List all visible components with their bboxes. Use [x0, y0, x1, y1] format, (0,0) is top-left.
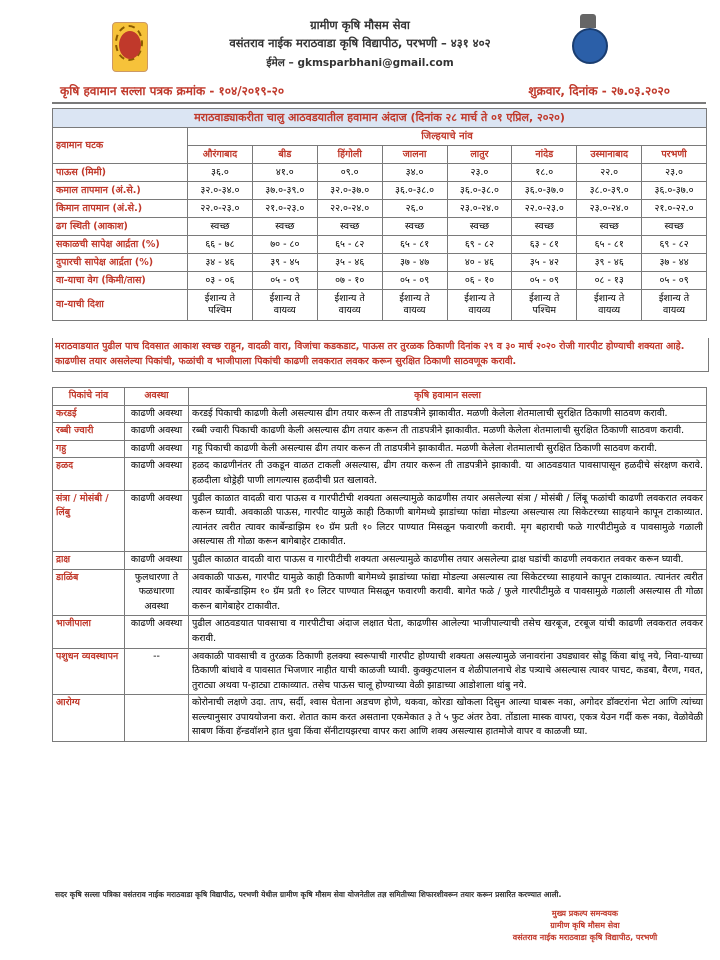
signature-line: वसंतराव नाईक मराठवाडा कृषि विद्यापीठ, परभणी: [512, 933, 658, 942]
district-name: औरंगाबाद: [188, 146, 253, 164]
crop-name: हळद: [53, 458, 125, 490]
forecast-value: २३.०-२४.०: [577, 200, 642, 218]
wind-direction-value: [447, 290, 512, 321]
forecast-summary: मराठवाडयात पुढील पाच दिवसात आकाश स्वच्छ राहून, वादळी वारा, विजांचा कडकडाट, पाऊस तर तुरळक ठिकाणी दिनांक २९ व ३० मार्च २०२० रोजी गारपीट होण्याची शक्यता आहे. काढणीस तयार असलेल्या पिकांची, फळांची व भाजीपाला पिकांची काढणी लवकरात लवकर करून सुरक्षित ठिकाणी साठवणूक करावी.: [52, 338, 709, 372]
wind-direction-line: ईशान्य ते: [204, 293, 236, 304]
forecast-row: [53, 164, 707, 182]
forecast-value: ३६.०-३७.०: [642, 182, 707, 200]
wind-direction-line: ईशान्य ते: [464, 293, 495, 304]
crop-name: डाळिंब: [53, 569, 125, 616]
weather-forecast-table: [52, 108, 707, 321]
forecast-param-label: वा-याचा वेग (किमी/तास): [53, 272, 188, 290]
district-header: जिल्हयाचे नांव: [188, 128, 707, 146]
forecast-value: २३.०-२४.०: [447, 200, 512, 218]
advisory-row: [53, 551, 707, 569]
crop-name: करडई: [53, 405, 125, 423]
forecast-value: स्वच्छ: [642, 218, 707, 236]
forecast-param-label: कमाल तापमान (अं.से.): [53, 182, 188, 200]
header-service-name: ग्रामीण कृषि मौसम सेवा: [310, 18, 410, 32]
forecast-row: [53, 200, 707, 218]
wind-direction-line: ईशान्य ते: [658, 293, 690, 304]
forecast-row: [53, 254, 707, 272]
forecast-value: २१.०-२२.०: [642, 200, 707, 218]
district-name: उस्मानाबाद: [577, 146, 642, 164]
district-name: परभणी: [642, 146, 707, 164]
wind-direction-line: वायव्य: [273, 305, 296, 316]
forecast-value: ३७ - ४७: [382, 254, 447, 272]
wind-direction-line: वायव्य: [403, 305, 426, 316]
forecast-value: ३६.०-३७.०: [512, 182, 577, 200]
forecast-value: ०८ - १३: [577, 272, 642, 290]
wind-direction-line: ईशान्य ते: [334, 293, 365, 304]
forecast-value: ३७.०-३९.०: [252, 182, 317, 200]
forecast-value: ३६.०: [188, 164, 253, 182]
forecast-value: २६.०: [382, 200, 447, 218]
crop-stage: फुलधारणा ते फळधारणा अवस्था: [125, 569, 189, 616]
crop-name: संत्रा / मोसंबी / लिंबु: [53, 490, 125, 551]
wind-direction-line: पश्चिम: [532, 305, 557, 316]
crop-column-header: पिकांचे नांव: [53, 388, 125, 406]
crop-stage: काढणी अवस्था: [125, 440, 189, 458]
crop-stage: काढणी अवस्था: [125, 551, 189, 569]
forecast-value: ०६ - १०: [447, 272, 512, 290]
forecast-value: ३४.०: [382, 164, 447, 182]
forecast-value: स्वच्छ: [188, 218, 253, 236]
forecast-value: ६९ - ८२: [642, 236, 707, 254]
header-email: ईमेल – gkmsparbhani@gmail.com: [266, 57, 454, 69]
advisory-row: [53, 458, 707, 490]
forecast-param-label: दुपारची सापेक्ष आर्द्रता (%): [53, 254, 188, 272]
advice-text: हळद काढणीनंतर ती उकडून वाळत टाकली असल्यास, ढीग तयार करून ती ताडपत्रीने झाकावी. या आठवडयात पावसापासून हळदीचे संरक्षण करावे. हळदीला थोड्रेही पाणी लागल्यास हळदीची प्रत खलावते.: [189, 458, 707, 490]
forecast-row: [53, 182, 707, 200]
district-name: हिंगोली: [317, 146, 382, 164]
forecast-value: २२.०: [577, 164, 642, 182]
stage-column-header: अवस्था: [125, 388, 189, 406]
district-name: लातुर: [447, 146, 512, 164]
crop-stage: काढणी अवस्था: [125, 616, 189, 648]
forecast-param-label: ढग स्थिती (आकाश): [53, 218, 188, 236]
wind-direction-line: वायव्य: [598, 305, 621, 316]
signature-block: [480, 908, 690, 944]
forecast-header-row: [53, 128, 707, 146]
forecast-value: ६९ - ८२: [447, 236, 512, 254]
forecast-value: स्वच्छ: [382, 218, 447, 236]
forecast-value: स्वच्छ: [317, 218, 382, 236]
forecast-value: स्वच्छ: [512, 218, 577, 236]
crop-stage: काढणी अवस्था: [125, 423, 189, 441]
forecast-param-label: सकाळची सापेक्ष आर्द्रता (%): [53, 236, 188, 254]
advice-text: गहू पिकाची काढणी केली असल्यास ढीग तयार करून ती ताडपत्रीने झाकावीत. मळणी केलेला शेतमालाची सुरक्षित ठिकाणी साठवण करावी.: [189, 440, 707, 458]
forecast-value: ०५ - ०९: [512, 272, 577, 290]
forecast-value: ०९.०: [317, 164, 382, 182]
crop-stage: काढणी अवस्था: [125, 490, 189, 551]
advisory-header-row: [53, 388, 707, 406]
district-name: बीड: [252, 146, 317, 164]
forecast-value: ६५ - ८१: [577, 236, 642, 254]
forecast-value: २२.०-२४.०: [317, 200, 382, 218]
crop-name: भाजीपाला: [53, 616, 125, 648]
advisory-row: [53, 440, 707, 458]
wind-direction-value: [317, 290, 382, 321]
advisory-row: [53, 648, 707, 695]
agro-advisory-table: [52, 387, 707, 742]
crop-name: रब्बी ज्वारी: [53, 423, 125, 441]
wind-direction-value: [252, 290, 317, 321]
advice-text: कोरोनाची लक्षणे उदा. ताप, सर्दी, श्वास घेताना अडचण होणे, थकवा, कोरडा खोकला दिसुन आल्या घाबरू नका, अगोदर डॉक्टरांना भेटा आणि त्यांच्या सल्ल्यानुसार उपाययोजना करा. शेतात काम करत असताना एकमेकात ३ ते ५ फुट अंतर ठेवा. तोंडाला मास्क वापरा, एकत्र येउन गर्दी करू नका, वेळोवेळी साबण किंवा हॅन्डवॉशने हात धुवा किंवा सॅनीटायझरचा वापर करा आणि शक्य असल्यास हातमोजे वापर व काळजी घ्या.: [189, 695, 707, 742]
wind-direction-line: ईशान्य ते: [594, 293, 625, 304]
forecast-value: ६३ - ८१: [512, 236, 577, 254]
forecast-row: [53, 218, 707, 236]
forecast-value: ६५ - ८१: [382, 236, 447, 254]
forecast-value: ३६.०-३८.०: [382, 182, 447, 200]
bulletin-line: [60, 82, 700, 100]
forecast-value: ६६ - ७८: [188, 236, 253, 254]
advice-text: अवकाळी पाऊस, गारपीट यामुळे काही ठिकाणी बागेमध्ये झाडांच्या फांद्या मोडल्या असल्यास त्या सिकेटरच्या साहयाने कापून टाकाव्यात. त्यानंतर त्वरीत त्यावर कार्बेन्डाझिम १० ग्रॅम प्रती १० लिटर पाण्यात मिसळून फवारणी करावी. बागेत फळे / फुले गारपीटीमुळे व पावसामुळे गळाली असल्यास ती गोळा करून बागेबाहेर टाकावीत.: [189, 569, 707, 616]
forecast-value: ३४ - ४६: [188, 254, 253, 272]
forecast-value: ३७ - ४४: [642, 254, 707, 272]
wind-direction-row: [53, 290, 707, 321]
crop-stage: [125, 695, 189, 742]
advice-column-header: कृषि हवामान सल्ला: [189, 388, 707, 406]
crop-name: पशुधन व्यवस्थापन: [53, 648, 125, 695]
wind-direction-line: वायव्य: [468, 305, 491, 316]
forecast-value: ३२.०-३४.०: [188, 182, 253, 200]
wind-direction-value: [188, 290, 253, 321]
advice-text: पुढील आठवडयात पावसाचा व गारपीटीचा अंदाज लक्षात घेता, काढणीस आलेल्या भाजीपाल्याची तसेच खरबूज, टरबूज यांची काढणी लवकरात लवकर करावी.: [189, 616, 707, 648]
forecast-value: ३२.०-३७.०: [317, 182, 382, 200]
param-header: हवामान घटक: [53, 128, 188, 164]
forecast-value: स्वच्छ: [577, 218, 642, 236]
district-name: नांदेड: [512, 146, 577, 164]
advice-text: पुढील काळात वादळी वारा पाऊस व गारपीटीची शक्यता असल्यामुळे काढणीस तयार असलेल्या संत्रा / मोसंबी / लिंबू फळांची काढणी लवकरात लवकर करून घ्यावी. अवकाळी पाऊस, गारपीट यामुळे काही ठिकाणी बागेमध्ये झाडांच्या फांद्या मोडल्या असल्यास त्या सिकेटरच्या साहयाने कापून टाकाव्यात. त्यानंतर त्वरीत त्यावर कार्बेन्डाझिम १० ग्रॅम प्रती १० लिटर पाण्यात मिसळून फवारणी करावी. मृग बहाराची फळे गारपीटीमुळे व पावसामुळे गळाली असल्यास ती गोळा करून बागेबाहेर टाकावीत.: [189, 490, 707, 551]
advisory-row: [53, 616, 707, 648]
forecast-value: ४१.०: [252, 164, 317, 182]
forecast-value: ७० - ८०: [252, 236, 317, 254]
forecast-row: [53, 272, 707, 290]
forecast-value: ३५ - ४६: [317, 254, 382, 272]
advisory-row: [53, 405, 707, 423]
wind-direction-line: ईशान्य ते: [529, 293, 560, 304]
forecast-value: १८.०: [512, 164, 577, 182]
forecast-value: ०३ - ०६: [188, 272, 253, 290]
advisory-row: [53, 695, 707, 742]
district-name: जालना: [382, 146, 447, 164]
forecast-value: ३५ - ४२: [512, 254, 577, 272]
crop-name: गहु: [53, 440, 125, 458]
forecast-value: ३९ - ४६: [577, 254, 642, 272]
forecast-value: ३९ - ४५: [252, 254, 317, 272]
page-header: [0, 8, 720, 76]
forecast-value: स्वच्छ: [252, 218, 317, 236]
forecast-value: २२.०-२३.०: [188, 200, 253, 218]
crop-stage: --: [125, 648, 189, 695]
bulletin-number: कृषि हवामान सल्ला पत्रक क्रमांक - १०४/२०१९-२०: [60, 84, 285, 98]
signature-line: ग्रामीण कृषि मौसम सेवा: [550, 921, 620, 930]
forecast-value: ०५ - ०९: [642, 272, 707, 290]
wind-direction-label: वा-याची दिशा: [53, 290, 188, 321]
forecast-title-row: [53, 109, 707, 128]
wind-direction-line: ईशान्य ते: [269, 293, 300, 304]
advice-text: अवकाळी पावसाची व तुरळक ठिकाणी हलक्या स्वरूपाची गारपीट होण्याची शक्यता असल्यामुळे जनावरांना उघड्यावर सोडू किंवा बांधू नये, निवा-याच्या ठिकाणी बांधावे व पावसात भिजणार नाहीत याची काळजी घ्यावी. कुक्कुटपालन व शेळीपालनाचे शेड पत्र्याचे असल्यास त्यावर पाचट, कडबा, वैरण, गवत, तुराट्या अथवा प-हाट्या टाकाव्यात. तसेच पाऊस चालू होण्याच्या वेळी झाडाच्या आडोशाला थांबु नये.: [189, 648, 707, 695]
forecast-title: मराठवाड्याकरीता चालु आठवडयातील हवामान अंदाज (दिनांक २८ मार्च ते ०१ एप्रिल, २०२०): [53, 109, 707, 128]
advice-text: करडई पिकाची काढणी केली असल्यास ढीग तयार करून ती ताडपत्रीने झाकावीत. मळणी केलेला शेतमालाची सुरक्षित ठिकाणी साठवण करावी.: [189, 405, 707, 423]
crop-stage: काढणी अवस्था: [125, 458, 189, 490]
forecast-value: ३६.०-३८.०: [447, 182, 512, 200]
forecast-value: ०५ - ०९: [382, 272, 447, 290]
forecast-value: २१.०-२३.०: [252, 200, 317, 218]
wind-direction-line: वायव्य: [663, 305, 686, 316]
signature-line: मुख्य प्रकल्प समन्वयक: [551, 909, 619, 918]
wind-direction-value: [512, 290, 577, 321]
wind-direction-value: [642, 290, 707, 321]
forecast-value: स्वच्छ: [447, 218, 512, 236]
forecast-value: २३.०: [447, 164, 512, 182]
forecast-value: ०७ - १०: [317, 272, 382, 290]
footnote: सदर कृषि सल्ला पत्रिका वसंतराव नाईक मराठवाडा कृषि विद्यापीठ, परभणी येथील ग्रामीण कृषि मौसम सेवा योजनेतील तज्ञ समितीच्या शिफारशीवरून तयार करून प्रसारित करण्यात आली.: [55, 890, 562, 899]
forecast-value: ६५ - ८२: [317, 236, 382, 254]
forecast-param-label: पाऊस (मिमी): [53, 164, 188, 182]
wind-direction-line: वायव्य: [338, 305, 361, 316]
header-divider: [52, 102, 706, 104]
wind-direction-value: [382, 290, 447, 321]
advisory-row: [53, 490, 707, 551]
wind-direction-line: ईशान्य ते: [399, 293, 430, 304]
crop-name: आरोग्य: [53, 695, 125, 742]
wind-direction-value: [577, 290, 642, 321]
forecast-row: [53, 236, 707, 254]
forecast-value: ३८.०-३९.०: [577, 182, 642, 200]
forecast-value: २३.०: [642, 164, 707, 182]
advice-text: रब्बी ज्वारी पिकाची काढणी केली असल्यास ढीग तयार करून ती ताडपत्रीने झाकावीत. मळणी केलेला शेतमालाची सुरक्षित ठिकाणी साठवण करावी.: [189, 423, 707, 441]
wind-direction-line: पश्चिम: [208, 305, 232, 316]
bulletin-date: शुक्रवार, दिनांक - २७.०३.२०२०: [528, 84, 670, 98]
forecast-value: २२.०-२३.०: [512, 200, 577, 218]
header-university-name: वसंतराव नाईक मराठवाडा कृषि विद्यापीठ, परभणी – ४३१ ४०२: [229, 36, 491, 50]
crop-name: द्राक्ष: [53, 551, 125, 569]
crop-stage: काढणी अवस्था: [125, 405, 189, 423]
forecast-value: ४० - ४६: [447, 254, 512, 272]
advisory-row: [53, 423, 707, 441]
advice-text: पुढील काळात वादळी वारा पाऊस व गारपीटीची शक्यता असल्यामुळे काढणीस तयार असलेल्या द्राक्ष घडांची काढणी लवकरात लवकर करून घ्यावी.: [189, 551, 707, 569]
advisory-row: [53, 569, 707, 616]
forecast-param-label: किमान तापमान (अं.से.): [53, 200, 188, 218]
forecast-value: ०५ - ०९: [252, 272, 317, 290]
